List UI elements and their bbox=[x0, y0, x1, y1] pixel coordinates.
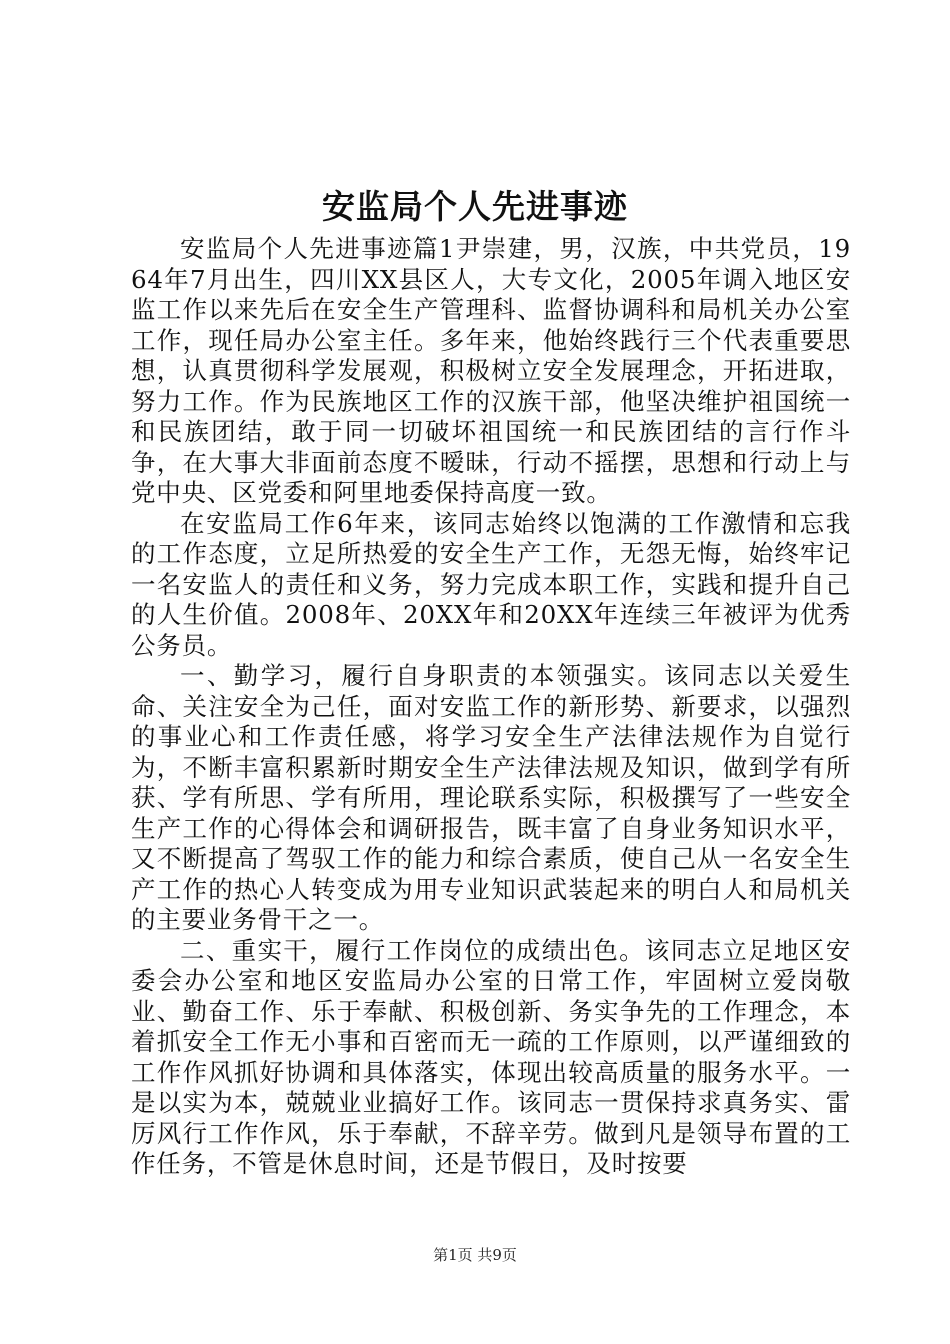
document-body bbox=[131, 234, 851, 1180]
paragraph-intro: 安监局个人先进事迹篇1尹崇建，男，汉族，中共党员，1964年7月出生，四川XX县区人，大专文化，2005年调入地区安监工作以来先后在安全生产管理科、监督协调科和局机关办公室工作，现任局办公室主任。多年来，他始终践行三个代表重要思想，认真贯彻科学发展观，积极树立安全发展理念，开拓进取，努力工作。作为民族地区工作的汉族干部，他坚决维护祖国统一和民族团结，敢于同一切破坏祖国统一和民族团结的言行作斗争，在大事大非面前态度不暧昧，行动不摇摆，思想和行动上与党中央、区党委和阿里地委保持高度一致。 bbox=[131, 234, 851, 507]
paragraph-section-one: 一、勤学习，履行自身职责的本领强实。该同志以关爱生命、关注安全为己任，面对安监工作的新形势、新要求，以强烈的事业心和工作责任感，将学习安全生产法律法规作为自觉行为，不断丰富积累新时期安全生产法律法规及知识，做到学有所获、学有所思、学有所用，理论联系实际，积极撰写了一些安全生产工作的心得体会和调研报告，既丰富了自身业务知识水平，又不断提高了驾驭工作的能力和综合素质，使自己从一名安全生产工作的热心人转变成为用专业知识武装起来的明白人和局机关的主要业务骨干之一。 bbox=[131, 661, 851, 934]
page-number-footer: 第1页 共9页 bbox=[433, 1246, 517, 1264]
paragraph-six-years: 在安监局工作6年来，该同志始终以饱满的工作激情和忘我的工作态度，立足所热爱的安全生产工作，无怨无悔，始终牢记一名安监人的责任和义务，努力完成本职工作，实践和提升自己的人生价值。2008年、20XX年和20XX年连续三年被评为优秀公务员。 bbox=[131, 508, 851, 660]
paragraph-section-two: 二、重实干，履行工作岗位的成绩出色。该同志立足地区安委会办公室和地区安监局办公室的日常工作，牢固树立爱岗敬业、勤奋工作、乐于奉献、积极创新、务实争先的工作理念，本着抓安全工作无小事和百密而无一疏的工作原则，以严谨细致的工作作风抓好协调和具体落实，体现出较高质量的服务水平。一是以实为本，兢兢业业搞好工作。该同志一贯保持求真务实、雷厉风行工作作风，乐于奉献，不辞辛劳。做到凡是领导布置的工作任务，不管是休息时间，还是节假日，及时按要 bbox=[131, 935, 851, 1178]
document-title: 安监局个人先进事迹 bbox=[322, 187, 628, 226]
